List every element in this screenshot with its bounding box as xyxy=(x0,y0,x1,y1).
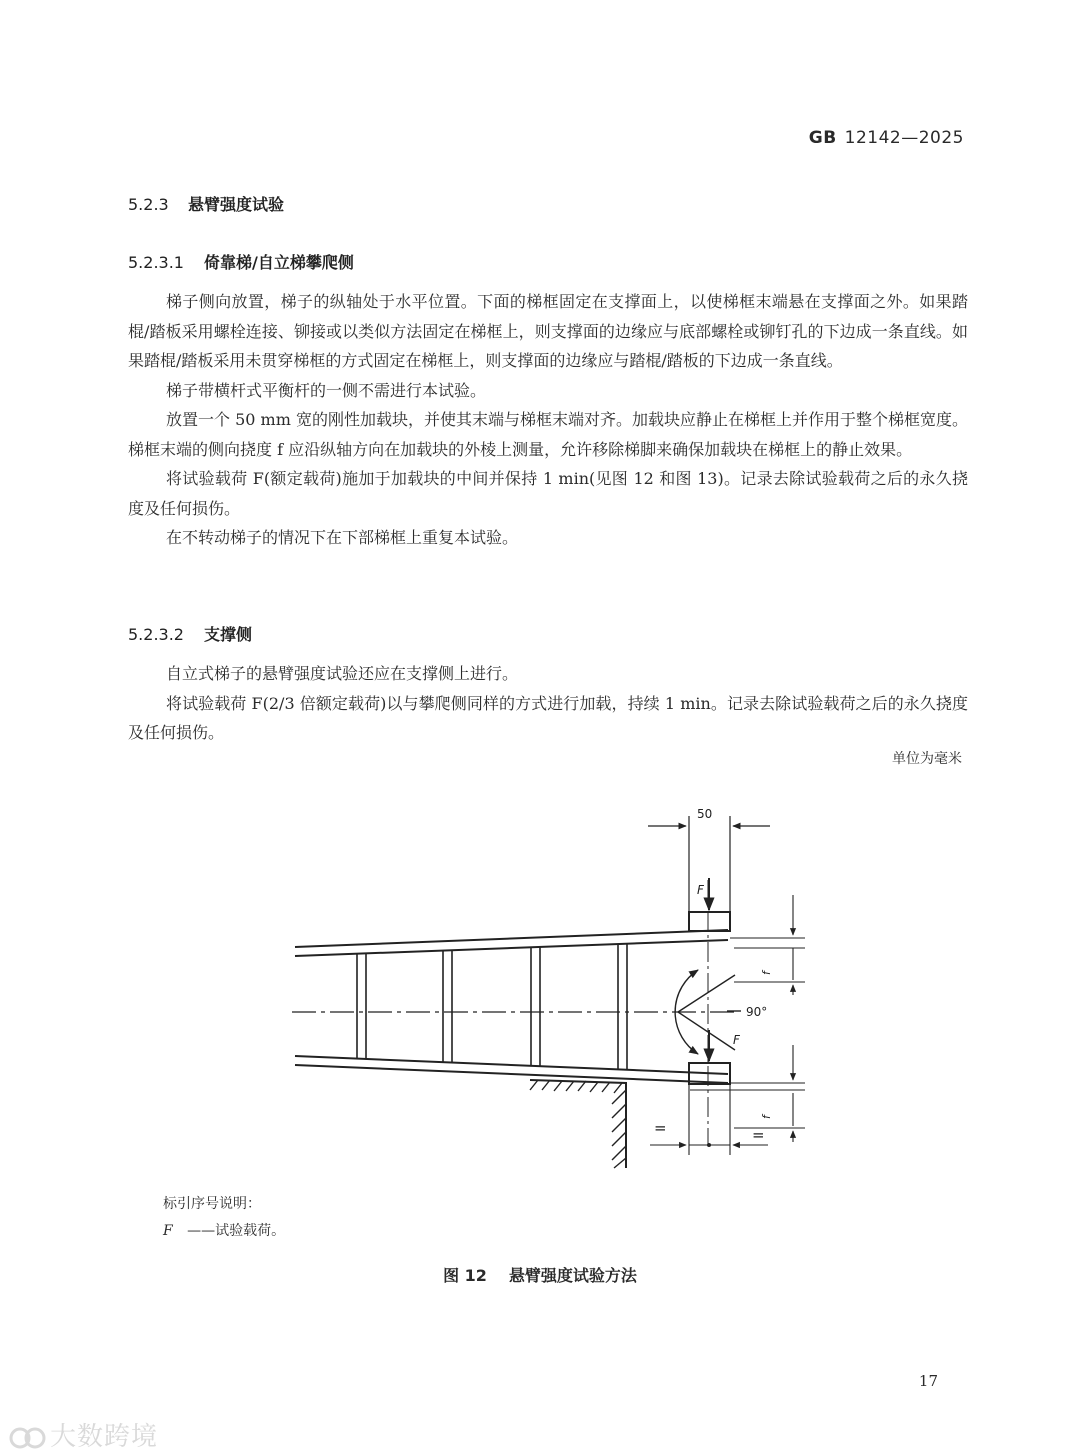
standard-number: GB 12142—2025 xyxy=(808,128,964,148)
paragraph: 将试验载荷 F(额定载荷)施加于加载块的中间并保持 1 min(见图 12 和图 13)。记录去除试验载荷之后的永久挠度及任何损伤。 xyxy=(128,469,968,518)
dimension-50-label: 50 xyxy=(697,807,713,821)
equal-mark-right: = xyxy=(752,1126,765,1144)
figure-caption: 图 12 悬臂强度试验方法 xyxy=(443,1266,637,1285)
section-heading-5-2-3: 5.2.3 悬臂强度试验 xyxy=(128,195,285,214)
lower-stile xyxy=(295,1056,728,1074)
section-heading-5-2-3-2: 5.2.3.2 支撑侧 xyxy=(128,625,253,644)
page-number: 17 xyxy=(918,1372,938,1390)
paragraph: 梯子侧向放置，梯子的纵轴处于水平位置。下面的梯框固定在支撑面上，以使梯框末端悬在支撑面之外。如果踏棍/踏板采用螺栓连接、铆接或以类似方法固定在梯框上，则支撑面的边缘应与底部螺栓或铆钉孔的下边成一条直线。如果踏棍/踏板采用未贯穿梯框的方式固定在梯框上，则支撑面的边缘应与踏棍/踏板的下边成一条直线。 xyxy=(128,292,968,370)
deflection-dimension-bottom xyxy=(690,1045,805,1142)
paragraph: 在不转动梯子的情况下在下部梯框上重复本试验。 xyxy=(166,528,519,547)
watermark-logo-icon xyxy=(8,1425,46,1451)
section-body-5-2-3-2 xyxy=(128,659,968,748)
load-label-bottom: F xyxy=(733,1033,740,1047)
equal-mark-left: = xyxy=(654,1119,667,1137)
load-label-top: F xyxy=(697,883,704,897)
deflection-dimension-top xyxy=(730,895,805,995)
unit-note: 单位为毫米 xyxy=(892,751,962,767)
top-load-block xyxy=(689,912,730,931)
paragraph: 放置一个 50 mm 宽的刚性加载块，并使其末端与梯框末端对齐。加载块应静止在梯框上并作用于整个梯框宽度。梯框末端的侧向挠度 f 应沿纵轴方向在加载块的外棱上测量，允许移除梯脚来确保加载块在梯框上的静止效果。 xyxy=(128,410,968,459)
section-body-5-2-3-1 xyxy=(128,287,968,553)
deflection-label-top: f xyxy=(760,971,773,975)
legend-entry: F ——试验载荷。 xyxy=(163,1223,286,1239)
angle-label: 90° xyxy=(746,1005,768,1019)
section-heading-5-2-3-1: 5.2.3.1 倚靠梯/自立梯攀爬侧 xyxy=(128,253,354,272)
deflection-label-bottom: f xyxy=(760,1115,773,1119)
support-hatching xyxy=(530,1080,626,1168)
cantilever-test-figure xyxy=(0,790,1080,1190)
paragraph: 将试验载荷 F(2/3 倍额定载荷)以与攀爬侧同样的方式进行加载，持续 1 min。记录去除试验载荷之后的永久挠度及任何损伤。 xyxy=(128,693,968,742)
watermark: 大数跨境 xyxy=(8,1416,158,1453)
legend-title: 标引序号说明： xyxy=(163,1196,261,1212)
rungs xyxy=(357,944,627,1069)
support-surface xyxy=(530,1080,626,1168)
paragraph: 自立式梯子的悬臂强度试验还应在支撑侧上进行。 xyxy=(166,664,519,683)
upper-stile xyxy=(295,930,728,947)
paragraph: 梯子带横杆式平衡杆的一侧不需进行本试验。 xyxy=(166,380,487,400)
